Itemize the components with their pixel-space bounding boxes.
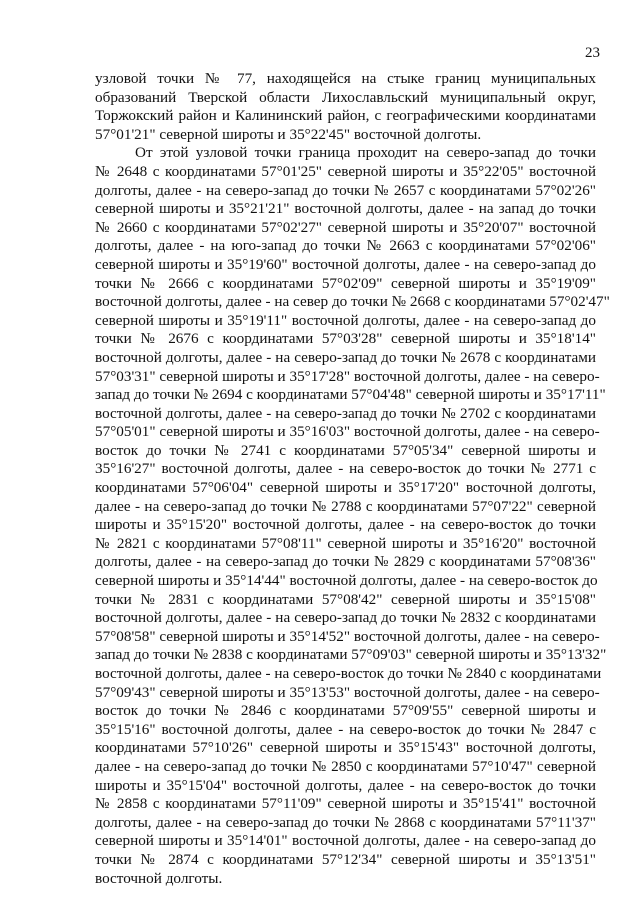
text-line: № 2821 с координатами 57°08'11" северной широты и 35°16'20" восточной bbox=[95, 534, 596, 552]
text-line: северной широты и 35°14'44" восточной долготы, далее - на северо-восток до bbox=[95, 572, 598, 590]
text-line: 57°03'31" северной широты и 35°17'28" восточной долготы, далее - на северо- bbox=[95, 367, 600, 385]
text-line: далее - на северо-запад до точки № 2850 с координатами 57°10'47" северной bbox=[95, 757, 596, 775]
text-line: координатами 57°06'04" северной широты и 35°17'20" восточной долготы, bbox=[95, 479, 596, 497]
paragraph-boundary-description bbox=[95, 144, 610, 888]
text-line: точки № 2666 с координатами 57°02'09" северной широты и 35°19'09" bbox=[95, 274, 596, 292]
text-line: координатами 57°10'26" северной широты и 35°15'43" восточной долготы, bbox=[95, 739, 596, 757]
text-line: 57°09'43" северной широты и 35°13'53" восточной долготы, далее - на северо- bbox=[95, 683, 600, 701]
page-number: 23 bbox=[585, 45, 600, 61]
text-line: запад до точки № 2838 с координатами 57°09'03" северной широты и 35°13'32" bbox=[95, 646, 607, 664]
text-line: точки № 2676 с координатами 57°03'28" северной широты и 35°18'14" bbox=[95, 330, 596, 348]
text-line: северной широты и 35°19'11" восточной долготы, далее - на северо-запад до bbox=[95, 311, 596, 329]
text-line: северной широты и 35°19'60" восточной долготы, далее - на северо-запад до bbox=[95, 255, 596, 273]
text-line: северной широты и 35°14'01" восточной долготы, далее - на северо-запад до bbox=[95, 832, 596, 850]
text-line: 57°08'58" северной широты и 35°14'52" восточной долготы, далее - на северо- bbox=[95, 627, 600, 645]
text-line: далее - на северо-запад до точки № 2788 с координатами 57°07'22" северной bbox=[95, 497, 596, 515]
text-line: долготы, далее - на северо-запад до точки № 2657 с координатами 57°02'26" bbox=[95, 181, 596, 199]
text-line: 57°05'01" северной широты и 35°16'03" восточной долготы, далее - на северо- bbox=[95, 423, 600, 441]
text-line: долготы, далее - на юго-запад до точки № 2663 с координатами 57°02'06" bbox=[95, 237, 596, 255]
text-line: № 2858 с координатами 57°11'09" северной широты и 35°15'41" восточной bbox=[95, 795, 596, 813]
text-line: запад до точки № 2694 с координатами 57°04'48" северной широты и 35°17'11" bbox=[95, 386, 606, 404]
text-line: Торжокский район и Калининский район, с географическими координатами bbox=[95, 107, 596, 125]
text-line: долготы, далее - на северо-запад до точки № 2868 с координатами 57°11'37" bbox=[95, 813, 596, 831]
text-line: долготы, далее - на северо-запад до точки № 2829 с координатами 57°08'36" bbox=[95, 553, 596, 571]
text-line: От этой узловой точки граница проходит на северо-запад до точки bbox=[135, 144, 596, 162]
text-line: образований Тверской области Лихославльский муниципальный округ, bbox=[95, 88, 596, 106]
text-line: восточной долготы, далее - на северо-восток до точки № 2840 с координатами bbox=[95, 665, 602, 682]
text-line: широты и 35°15'20" восточной долготы, далее - на северо-восток до точки bbox=[95, 516, 596, 534]
text-line: восточной долготы, далее - на север до точки № 2668 с координатами 57°02'47" bbox=[95, 293, 610, 311]
text-line: широты и 35°15'04" восточной долготы, далее - на северо-восток до точки bbox=[95, 776, 596, 794]
text-line: точки № 2831 с координатами 57°08'42" северной широты и 35°15'08" bbox=[95, 590, 596, 608]
text-line: узловой точки № 77, находящейся на стыке границ муниципальных bbox=[95, 70, 596, 87]
text-line: 57°01'21" северной широты и 35°22'45" восточной долготы. bbox=[95, 125, 482, 143]
text-line: восточной долготы. bbox=[95, 869, 223, 887]
text-line: 35°15'16" восточной долготы, далее - на северо-восток до точки № 2847 с bbox=[95, 720, 596, 738]
text-line: восток до точки № 2846 с координатами 57°09'55" северной широты и bbox=[95, 702, 596, 720]
text-line: восточной долготы, далее - на северо-запад до точки № 2678 с координатами bbox=[95, 348, 596, 366]
paragraph-intro bbox=[95, 70, 596, 144]
text-line: № 2648 с координатами 57°01'25" северной широты и 35°22'05" восточной bbox=[95, 162, 596, 180]
text-line: № 2660 с координатами 57°02'27" северной широты и 35°20'07" восточной bbox=[95, 218, 596, 236]
text-line: восточной долготы, далее - на северо-запад до точки № 2832 с координатами bbox=[95, 609, 596, 627]
text-line: северной широты и 35°21'21" восточной долготы, далее - на запад до точки bbox=[95, 200, 596, 218]
text-line: восток до точки № 2741 с координатами 57°05'34" северной широты и bbox=[95, 441, 596, 459]
text-line: 35°16'27" восточной долготы, далее - на северо-восток до точки № 2771 с bbox=[95, 460, 596, 478]
text-line: точки № 2874 с координатами 57°12'34" северной широты и 35°13'51" bbox=[95, 850, 596, 868]
text-line: восточной долготы, далее - на северо-запад до точки № 2702 с координатами bbox=[95, 404, 596, 422]
document-body bbox=[95, 70, 610, 888]
